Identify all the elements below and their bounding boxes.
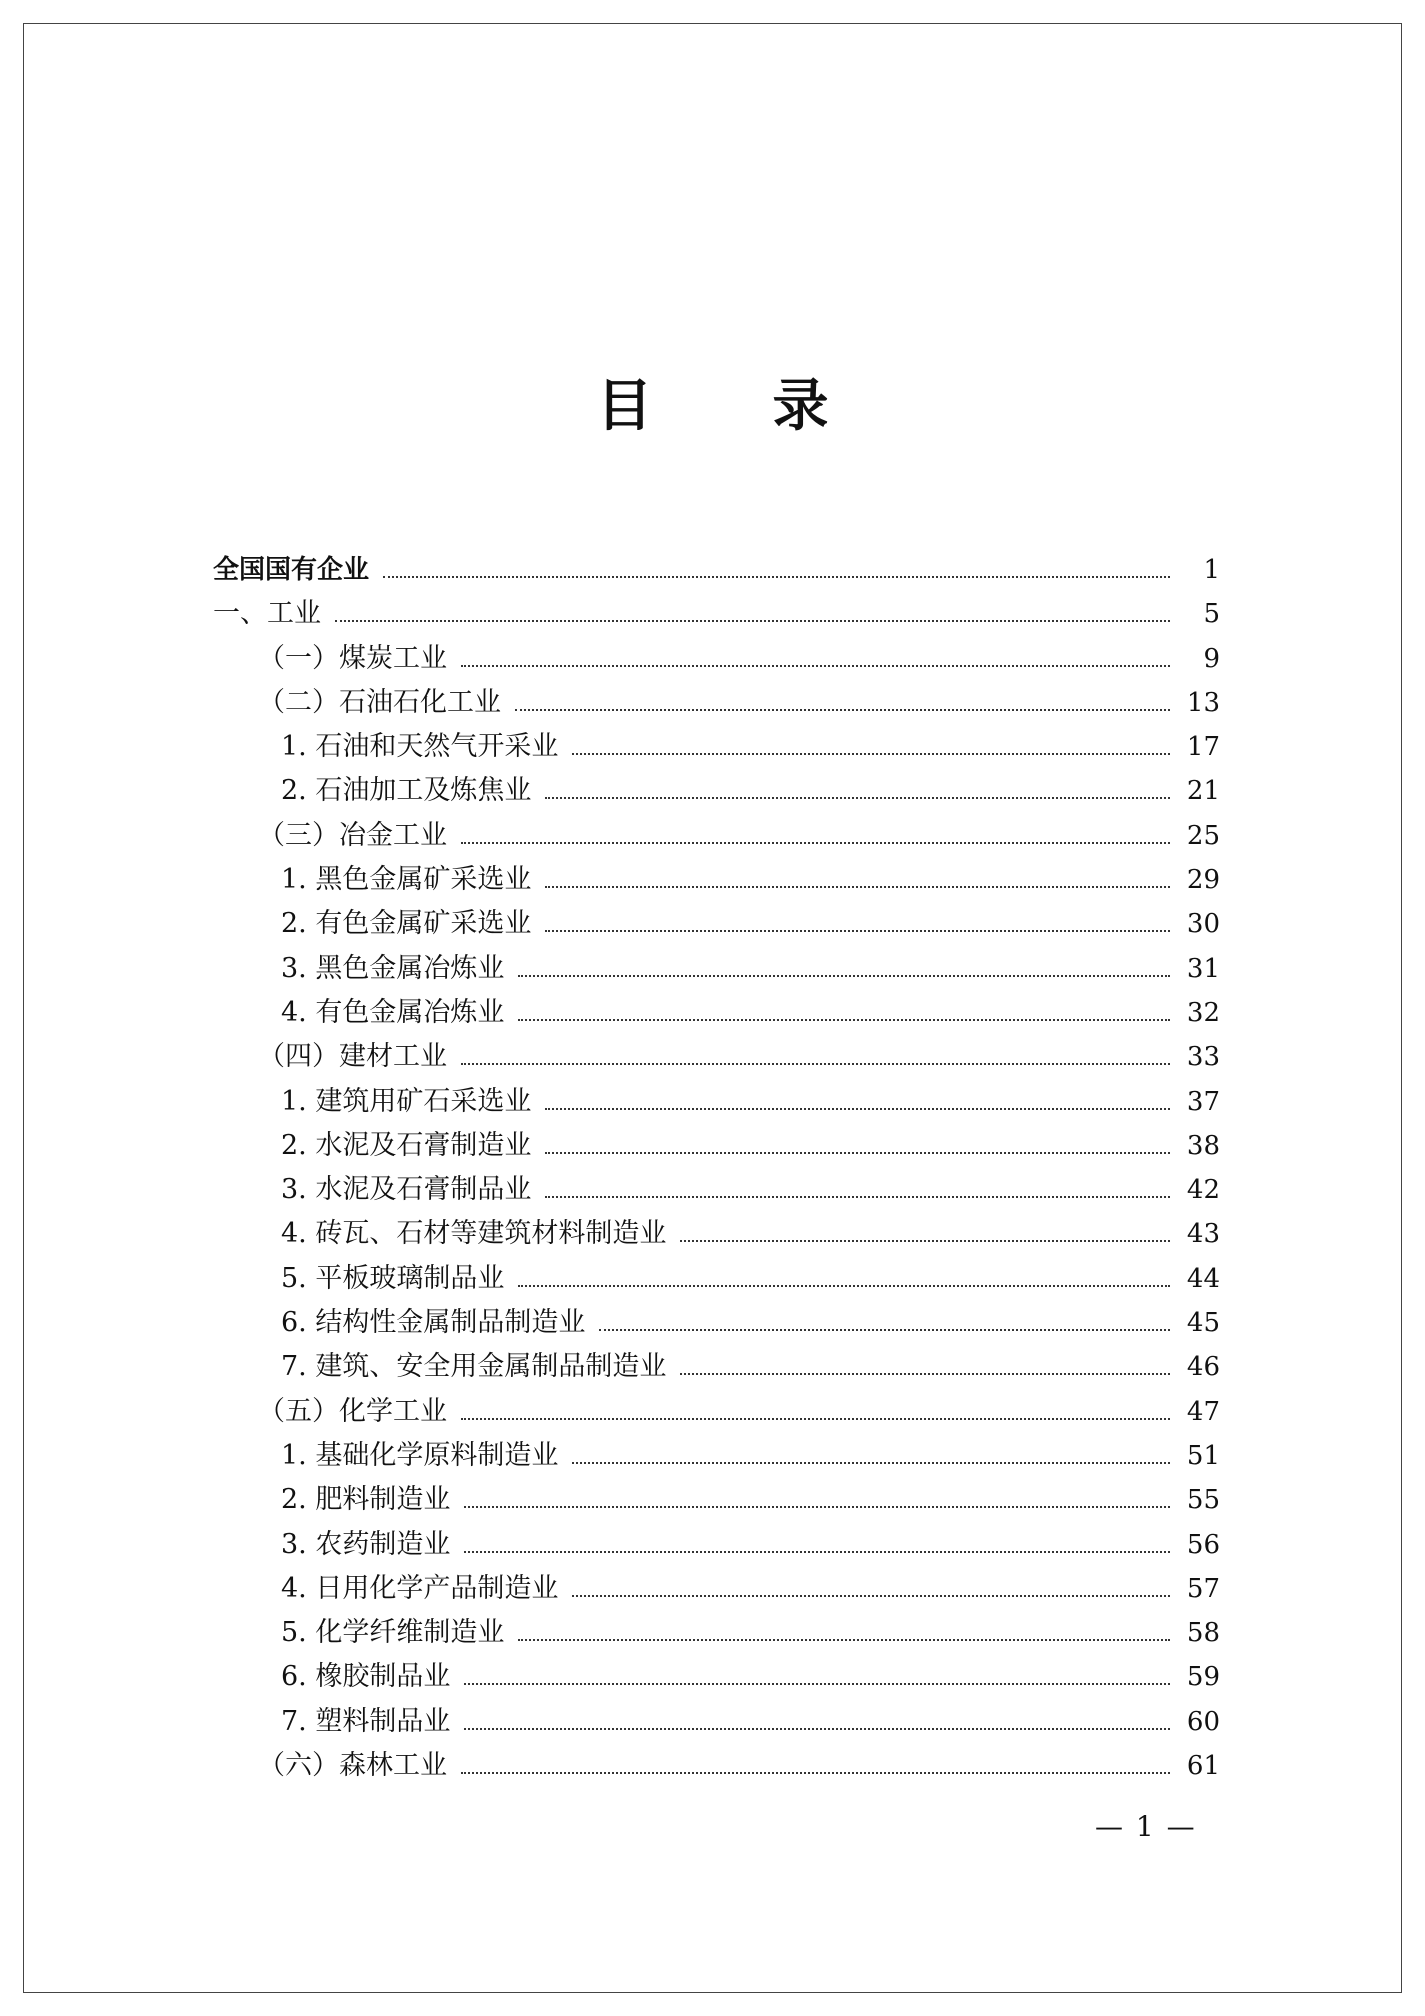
toc-dot-leader (545, 1151, 1170, 1154)
toc-entry-page-number: 21 (1186, 776, 1220, 807)
toc-entry-label: 4. 砖瓦、石材等建筑材料制造业 (281, 1218, 667, 1250)
toc-entry-page-number: 44 (1186, 1263, 1220, 1294)
toc-entry-page-number: 61 (1186, 1751, 1220, 1782)
toc-entry-page-number: 43 (1186, 1219, 1220, 1250)
toc-entry[interactable] (213, 991, 1220, 1035)
toc-entry-label: 全国国有企业 (213, 555, 370, 585)
toc-entry[interactable] (213, 1124, 1220, 1168)
toc-dot-leader (461, 1417, 1170, 1420)
toc-entry[interactable] (213, 1523, 1220, 1567)
toc-entry-label: 3. 水泥及石膏制品业 (281, 1174, 532, 1206)
toc-dot-leader (461, 841, 1170, 844)
toc-entry[interactable] (213, 1744, 1220, 1788)
toc-entry[interactable] (213, 1035, 1220, 1079)
toc-dot-leader (515, 708, 1170, 711)
toc-dot-leader (464, 1682, 1170, 1685)
toc-entry-label: 6. 结构性金属制品制造业 (281, 1307, 586, 1339)
toc-entry-label: 2. 水泥及石膏制造业 (281, 1129, 532, 1161)
toc-entry[interactable] (213, 1080, 1220, 1124)
toc-entry-label: 7. 塑料制品业 (281, 1705, 451, 1737)
toc-dot-leader (545, 796, 1170, 799)
table-of-contents (213, 548, 1220, 1788)
toc-dot-leader (518, 974, 1170, 977)
toc-dot-leader (464, 1550, 1170, 1553)
toc-entry-label: （三）冶金工业 (258, 819, 447, 851)
toc-dot-leader (545, 1195, 1170, 1198)
toc-entry-label: 一、工业 (213, 598, 321, 630)
toc-entry-page-number: 1 (1203, 555, 1220, 585)
toc-entry[interactable] (213, 592, 1220, 636)
title-char-1: 目 (596, 373, 653, 439)
toc-entry-page-number: 31 (1186, 953, 1220, 984)
toc-entry-page-number: 30 (1186, 909, 1220, 940)
toc-entry[interactable] (213, 681, 1220, 725)
footer-page-number: — 1 — (1095, 1810, 1197, 1843)
toc-entry[interactable] (213, 1301, 1220, 1345)
toc-dot-leader (464, 1505, 1170, 1508)
toc-entry[interactable] (213, 1390, 1220, 1434)
toc-entry[interactable] (213, 725, 1220, 769)
toc-entry-label: 1. 黑色金属矿采选业 (281, 864, 532, 896)
toc-dot-leader (572, 752, 1170, 755)
toc-dot-leader (680, 1239, 1170, 1242)
toc-dot-leader (572, 1594, 1170, 1597)
toc-entry-page-number: 45 (1186, 1308, 1220, 1339)
toc-entry-label: 4. 有色金属冶炼业 (281, 996, 505, 1028)
toc-entry[interactable] (213, 637, 1220, 681)
toc-entry-label: 5. 化学纤维制造业 (281, 1617, 505, 1649)
toc-entry[interactable] (213, 1655, 1220, 1699)
toc-entry[interactable] (213, 548, 1220, 592)
toc-dot-leader (461, 1062, 1170, 1065)
toc-entry-page-number: 55 (1186, 1485, 1220, 1516)
toc-dot-leader (680, 1372, 1170, 1375)
toc-entry-label: 2. 有色金属矿采选业 (281, 908, 532, 940)
toc-entry-page-number: 47 (1186, 1396, 1220, 1427)
toc-dot-leader (545, 885, 1170, 888)
toc-dot-leader (383, 575, 1170, 578)
toc-entry-page-number: 25 (1186, 820, 1220, 851)
toc-entry-page-number: 33 (1186, 1042, 1220, 1073)
toc-dot-leader (518, 1284, 1170, 1287)
toc-entry[interactable] (213, 1434, 1220, 1478)
toc-entry-page-number: 37 (1186, 1086, 1220, 1117)
toc-entry[interactable] (213, 902, 1220, 946)
toc-dot-leader (461, 1771, 1170, 1774)
toc-entry-page-number: 38 (1186, 1130, 1220, 1161)
toc-dot-leader (599, 1328, 1170, 1331)
toc-entry-label: 1. 石油和天然气开采业 (281, 731, 559, 763)
toc-entry[interactable] (213, 947, 1220, 991)
toc-entry-label: 3. 农药制造业 (281, 1528, 451, 1560)
toc-entry-page-number: 13 (1186, 687, 1220, 718)
toc-entry-label: 3. 黑色金属冶炼业 (281, 952, 505, 984)
toc-entry-label: （四）建材工业 (258, 1041, 447, 1073)
toc-dot-leader (545, 1107, 1170, 1110)
toc-entry[interactable] (213, 769, 1220, 813)
title-char-2: 录 (772, 373, 829, 439)
toc-dot-leader (545, 929, 1170, 932)
toc-entry-label: 7. 建筑、安全用金属制品制造业 (281, 1351, 667, 1383)
toc-entry-label: 6. 橡胶制品业 (281, 1661, 451, 1693)
toc-entry-page-number: 58 (1186, 1618, 1220, 1649)
toc-entry-page-number: 57 (1186, 1573, 1220, 1604)
toc-entry-page-number: 17 (1186, 732, 1220, 763)
toc-entry-page-number: 5 (1203, 599, 1220, 630)
toc-entry-page-number: 60 (1186, 1706, 1220, 1737)
toc-entry-page-number: 9 (1203, 643, 1220, 674)
toc-entry-label: （二）石油石化工业 (258, 686, 501, 718)
toc-entry[interactable] (213, 1257, 1220, 1301)
toc-entry-label: （六）森林工业 (258, 1750, 447, 1782)
toc-dot-leader (572, 1461, 1170, 1464)
toc-entry-label: （五）化学工业 (258, 1395, 447, 1427)
toc-entry-label: 2. 肥料制造业 (281, 1484, 451, 1516)
toc-dot-leader (335, 619, 1170, 622)
toc-entry-page-number: 56 (1186, 1529, 1220, 1560)
toc-entry-page-number: 32 (1186, 997, 1220, 1028)
toc-entry-page-number: 46 (1186, 1352, 1220, 1383)
toc-entry-page-number: 59 (1186, 1662, 1220, 1693)
toc-dot-leader (461, 664, 1170, 667)
toc-entry[interactable] (213, 1700, 1220, 1744)
toc-entry-label: 1. 基础化学原料制造业 (281, 1439, 559, 1471)
toc-entry-label: 4. 日用化学产品制造业 (281, 1572, 559, 1604)
toc-entry-label: 1. 建筑用矿石采选业 (281, 1085, 532, 1117)
toc-entry[interactable] (213, 1345, 1220, 1389)
toc-entry[interactable] (213, 1611, 1220, 1655)
toc-entry[interactable] (213, 1478, 1220, 1522)
toc-entry[interactable] (213, 1168, 1220, 1212)
toc-entry[interactable] (213, 858, 1220, 902)
toc-entry[interactable] (213, 1567, 1220, 1611)
toc-dot-leader (518, 1018, 1170, 1021)
toc-dot-leader (518, 1638, 1170, 1641)
toc-entry[interactable] (213, 1212, 1220, 1256)
toc-entry-page-number: 29 (1186, 865, 1220, 896)
page-title (0, 362, 1425, 442)
toc-entry-page-number: 42 (1186, 1175, 1220, 1206)
toc-entry-label: （一）煤炭工业 (258, 642, 447, 674)
toc-entry-label: 5. 平板玻璃制品业 (281, 1262, 505, 1294)
toc-dot-leader (464, 1727, 1170, 1730)
toc-entry-label: 2. 石油加工及炼焦业 (281, 775, 532, 807)
toc-entry[interactable] (213, 814, 1220, 858)
toc-entry-page-number: 51 (1186, 1440, 1220, 1471)
